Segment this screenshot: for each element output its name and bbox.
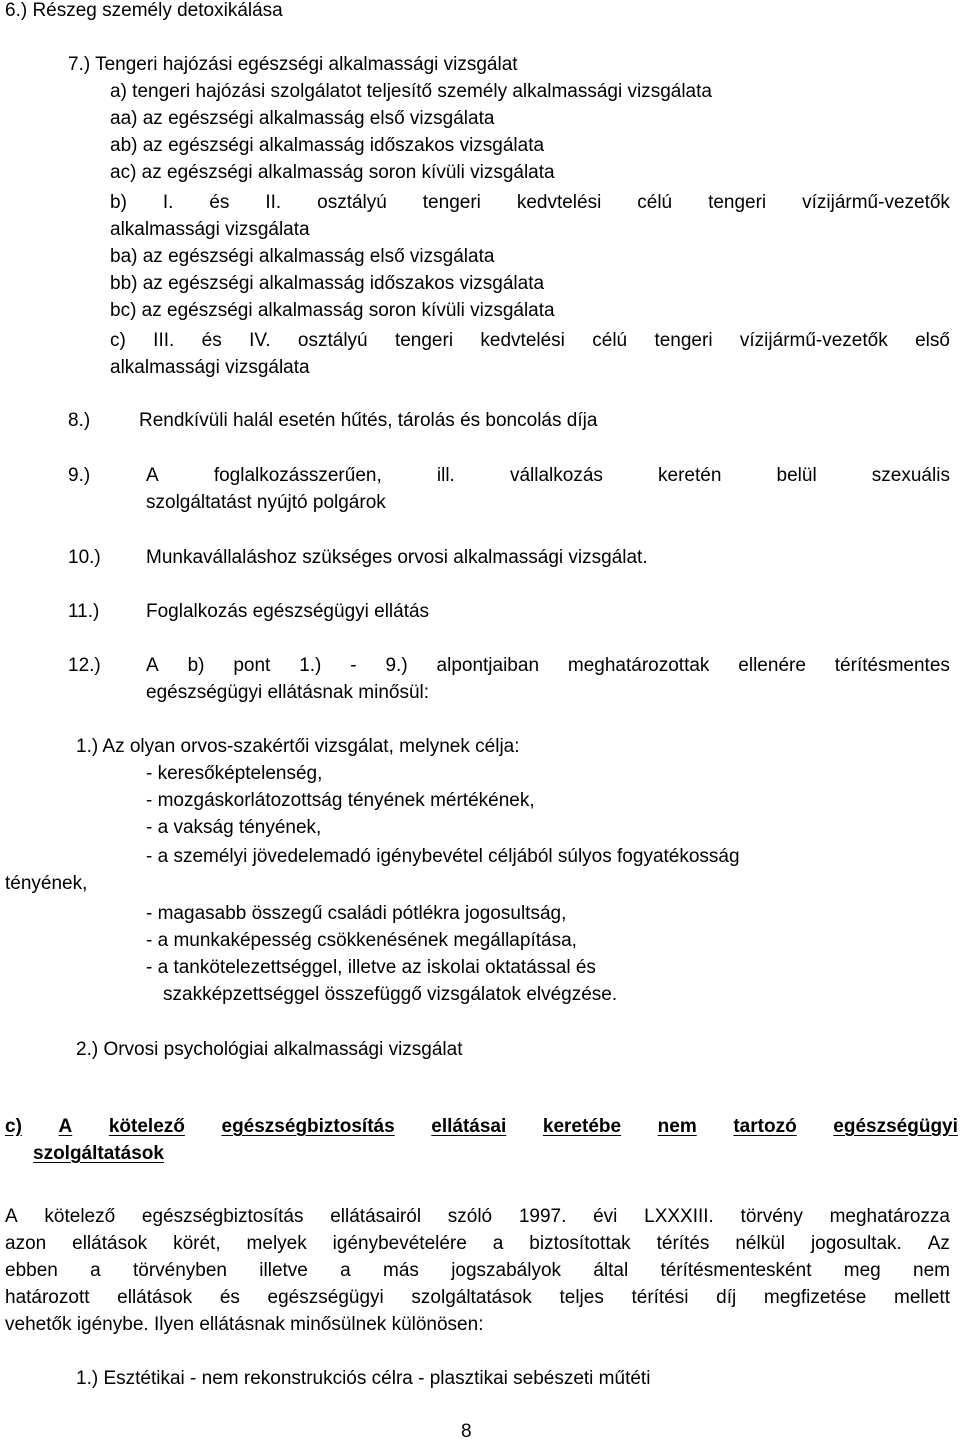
word: ellátásairól xyxy=(330,1206,422,1227)
item7-b-line2: alkalmassági vizsgálata xyxy=(110,219,310,240)
word: célú xyxy=(637,192,673,213)
item8-number: 8.) xyxy=(68,410,91,431)
item7-b-line1 xyxy=(110,189,950,216)
word: meg xyxy=(843,1260,881,1281)
word: 1997. xyxy=(518,1206,567,1227)
word: osztályú xyxy=(297,330,368,351)
word: egészségbiztosítás xyxy=(221,1116,395,1137)
item9-line2: szolgáltatást nyújtó polgárok xyxy=(146,492,386,513)
word: térítési xyxy=(631,1287,689,1308)
word: tengeri xyxy=(422,192,481,213)
word: 1.) xyxy=(299,655,322,676)
sub1-dash-5: - magasabb összegű családi pótlékra jogosultság, xyxy=(146,903,567,924)
word: térítésmentes xyxy=(834,655,950,676)
word: nem xyxy=(913,1260,950,1281)
word: és xyxy=(209,192,230,213)
word: illetve xyxy=(259,1260,308,1281)
word: - xyxy=(350,655,357,676)
sub1-dash-7: - a tankötelezettséggel, illetve az iskolai oktatással és xyxy=(146,957,596,978)
word: tartozó xyxy=(733,1116,797,1137)
item7-title: 7.) Tengeri hajózási egészségi alkalmassági vizsgálat xyxy=(68,54,518,75)
word: tengeri xyxy=(654,330,713,351)
word: térítés xyxy=(656,1233,710,1254)
word: vízijármű-vezetők xyxy=(802,192,950,213)
item7-a: a) tengeri hajózási szolgálatot teljesítő személy alkalmassági vizsgálata xyxy=(110,81,712,102)
word: igénybevételére xyxy=(332,1233,467,1254)
paragraph-line-5: vehetők igénybe. Ilyen ellátásnak minősülnek különösen: xyxy=(5,1314,484,1335)
word: ellátások xyxy=(72,1233,148,1254)
item9-line1 xyxy=(146,462,950,489)
prev-item-text: 6.) Részeg személy detoxikálása xyxy=(5,0,283,21)
paragraph-line-2 xyxy=(5,1230,950,1257)
page-number: 8 xyxy=(461,1421,472,1442)
word: A xyxy=(58,1116,73,1137)
word: célú xyxy=(592,330,628,351)
word: pont xyxy=(233,655,271,676)
word: által xyxy=(593,1260,629,1281)
item11-text: Foglalkozás egészségügyi ellátás xyxy=(146,601,430,622)
item10-text: Munkavállaláshoz szükséges orvosi alkalmassági vizsgálat. xyxy=(146,547,648,568)
sub1-dash-4-continuation: tényének, xyxy=(5,873,88,894)
word: A xyxy=(5,1206,18,1227)
sub1-title: 1.) Az olyan orvos-szakértői vizsgálat, melynek célja: xyxy=(76,736,520,757)
paragraph-line-3 xyxy=(5,1257,950,1284)
word: kedvtelési xyxy=(480,330,565,351)
word: a xyxy=(340,1260,351,1281)
word: biztosítottak xyxy=(529,1233,631,1254)
item7-bc: bc) az egészségi alkalmasság soron kívüli vizsgálata xyxy=(110,300,555,321)
item11-number: 11.) xyxy=(68,601,100,622)
word: c) xyxy=(110,330,126,351)
paragraph-line-4 xyxy=(5,1284,950,1311)
word: belül xyxy=(776,465,817,486)
word: keretén xyxy=(658,465,722,486)
word: c) xyxy=(5,1116,22,1137)
word: vállalkozás xyxy=(509,465,603,486)
sub1-dash-4: - a személyi jövedelemadó igénybevétel céljából súlyos fogyatékosság xyxy=(146,846,740,867)
word: a xyxy=(90,1260,101,1281)
word: II. xyxy=(265,192,282,213)
word: nélkül xyxy=(735,1233,786,1254)
word: egészségbiztosítás xyxy=(141,1206,304,1227)
word: a xyxy=(492,1233,504,1254)
word: b) xyxy=(110,192,127,213)
word: LXXXIII. xyxy=(644,1206,714,1227)
word: díj xyxy=(716,1287,737,1308)
word: b) xyxy=(187,655,205,676)
word: kötelező xyxy=(108,1116,185,1137)
word: nem xyxy=(657,1116,697,1137)
word: ellátásai xyxy=(431,1116,507,1137)
word: egészségügyi xyxy=(833,1116,958,1137)
word: szexuális xyxy=(871,465,950,486)
word: meghatározottak xyxy=(567,655,710,676)
word: szóló xyxy=(447,1206,493,1227)
item7-ba: ba) az egészségi alkalmasság első vizsgálata xyxy=(110,246,495,267)
word: tengeri xyxy=(394,330,454,351)
sub1-dash-7-continuation: szakképzettséggel összefüggő vizsgálatok elvégzése. xyxy=(163,984,618,1005)
word: szolgáltatások xyxy=(411,1287,532,1308)
word: meghatározza xyxy=(829,1206,950,1227)
word: melyek xyxy=(246,1233,307,1254)
word: Az xyxy=(927,1233,950,1254)
word: A xyxy=(146,655,159,676)
item8-text: Rendkívüli halál esetén hűtés, tárolás és boncolás díja xyxy=(139,410,598,431)
word: I. xyxy=(162,192,174,213)
item12-number: 12.) xyxy=(68,655,101,676)
word: 9.) xyxy=(385,655,408,676)
item7-bb: bb) az egészségi alkalmasság időszakos vizsgálata xyxy=(110,273,545,294)
word: határozott xyxy=(5,1287,90,1308)
item7-ab: ab) az egészségi alkalmasság időszakos vizsgálata xyxy=(110,135,545,156)
list-item-1: 1.) Esztétikai - nem rekonstrukciós célra - plasztikai sebészeti műtéti xyxy=(76,1368,651,1389)
word: azon xyxy=(5,1233,47,1254)
word: első xyxy=(915,330,950,351)
word: osztályú xyxy=(317,192,387,213)
word: törvény xyxy=(740,1206,803,1227)
word: ellenére xyxy=(738,655,806,676)
word: A xyxy=(146,465,159,486)
word: foglalkozásszerűen, xyxy=(213,465,382,486)
word: körét, xyxy=(173,1233,221,1254)
item9-number: 9.) xyxy=(68,465,91,486)
word: ellátások xyxy=(117,1287,193,1308)
word: kötelező xyxy=(44,1206,116,1227)
word: mellett xyxy=(894,1287,950,1308)
word: és xyxy=(219,1287,240,1308)
word: vízijármű-vezetők xyxy=(739,330,888,351)
word: megfizetése xyxy=(763,1287,867,1308)
word: törvényben xyxy=(132,1260,227,1281)
word: III. xyxy=(153,330,175,351)
paragraph-line-1 xyxy=(5,1203,950,1230)
section-c-heading-line2: szolgáltatások xyxy=(33,1143,164,1164)
word: évi xyxy=(593,1206,618,1227)
word: térítésmentesként xyxy=(660,1260,812,1281)
word: keretébe xyxy=(542,1116,622,1137)
sub1-dash-6: - a munkaképesség csökkenésének megállapítása, xyxy=(146,930,577,951)
sub1-dash-3: - a vakság tényének, xyxy=(146,817,322,838)
word: ill. xyxy=(436,465,455,486)
sub1-dash-2: - mozgáskorlátozottság tényének mértékének, xyxy=(146,790,535,811)
word: alpontjaiban xyxy=(436,655,540,676)
item12-line2: egészségügyi ellátásnak minősül: xyxy=(146,682,430,703)
item7-c-line1 xyxy=(110,327,950,354)
word: IV. xyxy=(249,330,271,351)
item7-aa: aa) az egészségi alkalmasság első vizsgálata xyxy=(110,108,495,129)
item7-c-line2: alkalmassági vizsgálata xyxy=(110,357,310,378)
word: jogosultak. xyxy=(810,1233,902,1254)
item7-ac: ac) az egészségi alkalmasság soron kívüli vizsgálata xyxy=(110,162,555,183)
section-c-heading-line1 xyxy=(5,1113,958,1140)
word: más xyxy=(383,1260,419,1281)
word: jogszabályok xyxy=(451,1260,562,1281)
word: ebben xyxy=(5,1260,58,1281)
word: kedvtelési xyxy=(516,192,602,213)
word: tengeri xyxy=(708,192,767,213)
item10-number: 10.) xyxy=(68,547,101,568)
word: egészségügyi xyxy=(267,1287,384,1308)
sub2-title: 2.) Orvosi psychológiai alkalmassági vizsgálat xyxy=(76,1039,463,1060)
sub1-dash-1: - keresőképtelenség, xyxy=(146,763,323,784)
word: és xyxy=(201,330,222,351)
item12-line1 xyxy=(146,652,950,679)
word: teljes xyxy=(559,1287,604,1308)
